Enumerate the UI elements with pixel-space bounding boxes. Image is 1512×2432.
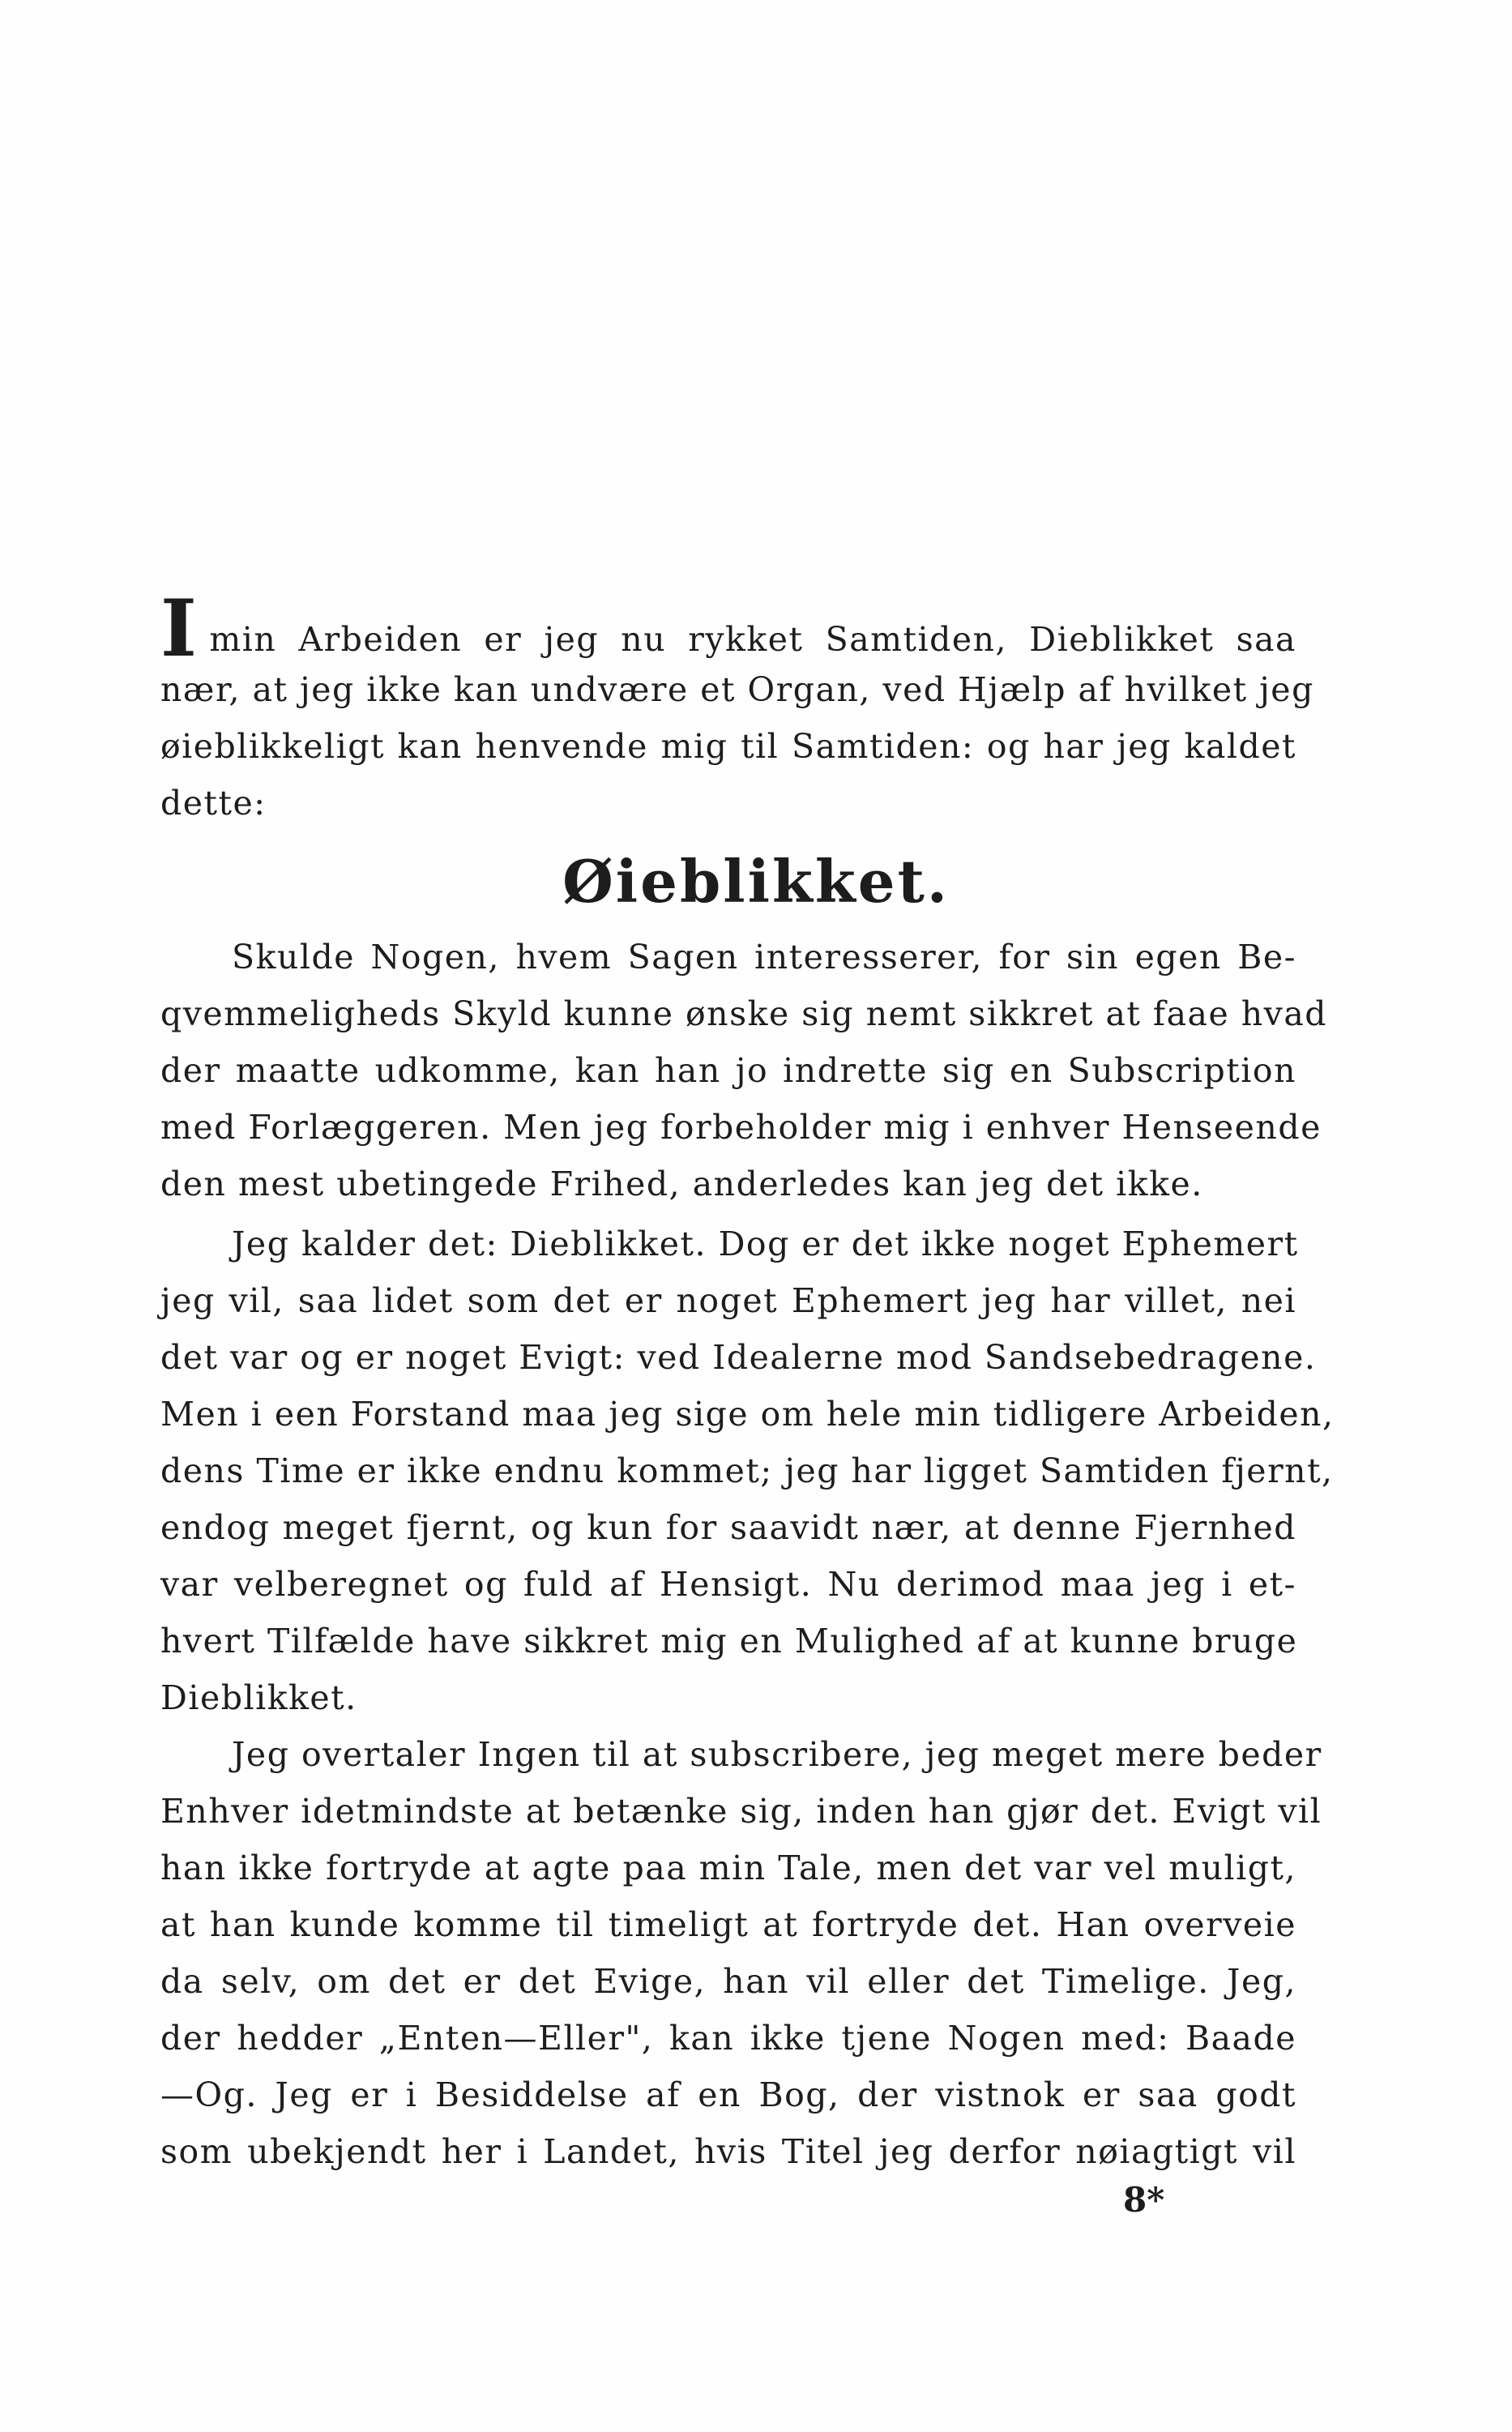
text-line: —Og. Jeg er i Besiddelse af en Bog, der vistnok er saa godt (160, 2075, 1296, 2114)
text-line: qvemmeligheds Skyld kunne ønske sig nemt sikkret at faae hvad (160, 994, 1328, 1033)
text-line: endog meget fjernt, og kun for saavidt nær, at denne Fjernhed (160, 1508, 1296, 1547)
text-line: han ikke fortryde at agte paa min Tale, men det var vel muligt, (160, 1849, 1296, 1887)
page-title: Øieblikket. (562, 847, 950, 916)
text-line: dens Time er ikke endnu kommet; jeg har ligget Samtiden fjernt, (160, 1451, 1334, 1490)
text-line: det var og er noget Evigt: ved Idealerne mod Sandsebedragene. (160, 1338, 1317, 1377)
intro-paragraph (160, 583, 1314, 831)
text-line: Jeg kalder det: Dieblikket. Dog er det ikke noget Ephemert (232, 1225, 1299, 1263)
text-line: dette: (160, 784, 267, 823)
paragraph-naming (160, 1216, 1335, 1726)
text-line: der hedder „Enten—Eller", kan ikke tjene Nogen med: Baade (160, 2019, 1296, 2058)
text-line: da selv, om det er det Evige, han vil eller det Timelige. Jeg, (160, 1962, 1296, 2001)
drop-cap: I (160, 583, 199, 674)
text-line: der maatte udkomme, kan han jo indrette sig en Subscription (160, 1051, 1296, 1090)
text-line: var velberegnet og fuld af Hensigt. Nu derimod maa jeg i et- (160, 1565, 1296, 1604)
text-line: Enhver idetmindste at betænke sig, inden han gjør det. Evigt vil (160, 1792, 1322, 1831)
text-line: Jeg overtaler Ingen til at subscribere, jeg meget mere beder (232, 1735, 1322, 1774)
text-line: den mest ubetingede Frihed, anderledes kan jeg det ikke. (160, 1165, 1203, 1203)
text-line: med Forlæggeren. Men jeg forbeholder mig i enhver Henseende (160, 1108, 1322, 1147)
text-line: nær, at jeg ikke kan undvære et Organ, ved Hjælp af hvilket jeg (160, 670, 1314, 709)
text-line: som ubekjendt her i Landet, hvis Titel jeg derfor nøiagtigt vil (160, 2132, 1296, 2171)
text-line (160, 583, 1296, 674)
text-line: at han kunde komme til timeligt at fortryde det. Han overveie (160, 1905, 1296, 1944)
text-line: Dieblikket. (160, 1678, 357, 1717)
paragraph-persuasion (160, 1726, 1322, 2180)
text-line: jeg vil, saa lidet som det er noget Ephemert jeg har villet, nei (160, 1281, 1296, 1320)
text-line: Skulde Nogen, hvem Sagen interesserer, for sin egen Be- (232, 938, 1296, 977)
text-line-content: min Arbeiden er jeg nu rykket Samtiden, Dieblikket saa (209, 620, 1296, 659)
text-line: Men i een Forstand maa jeg sige om hele min tidligere Arbeiden, (160, 1395, 1335, 1434)
page-number: 8* (1123, 2180, 1165, 2220)
text-line: øieblikkeligt kan henvende mig til Samtiden: og har jeg kaldet (160, 727, 1296, 766)
text-line: hvert Tilfælde have sikkret mig en Mulighed af at kunne bruge (160, 1622, 1298, 1661)
paragraph-subscription (160, 929, 1328, 1212)
